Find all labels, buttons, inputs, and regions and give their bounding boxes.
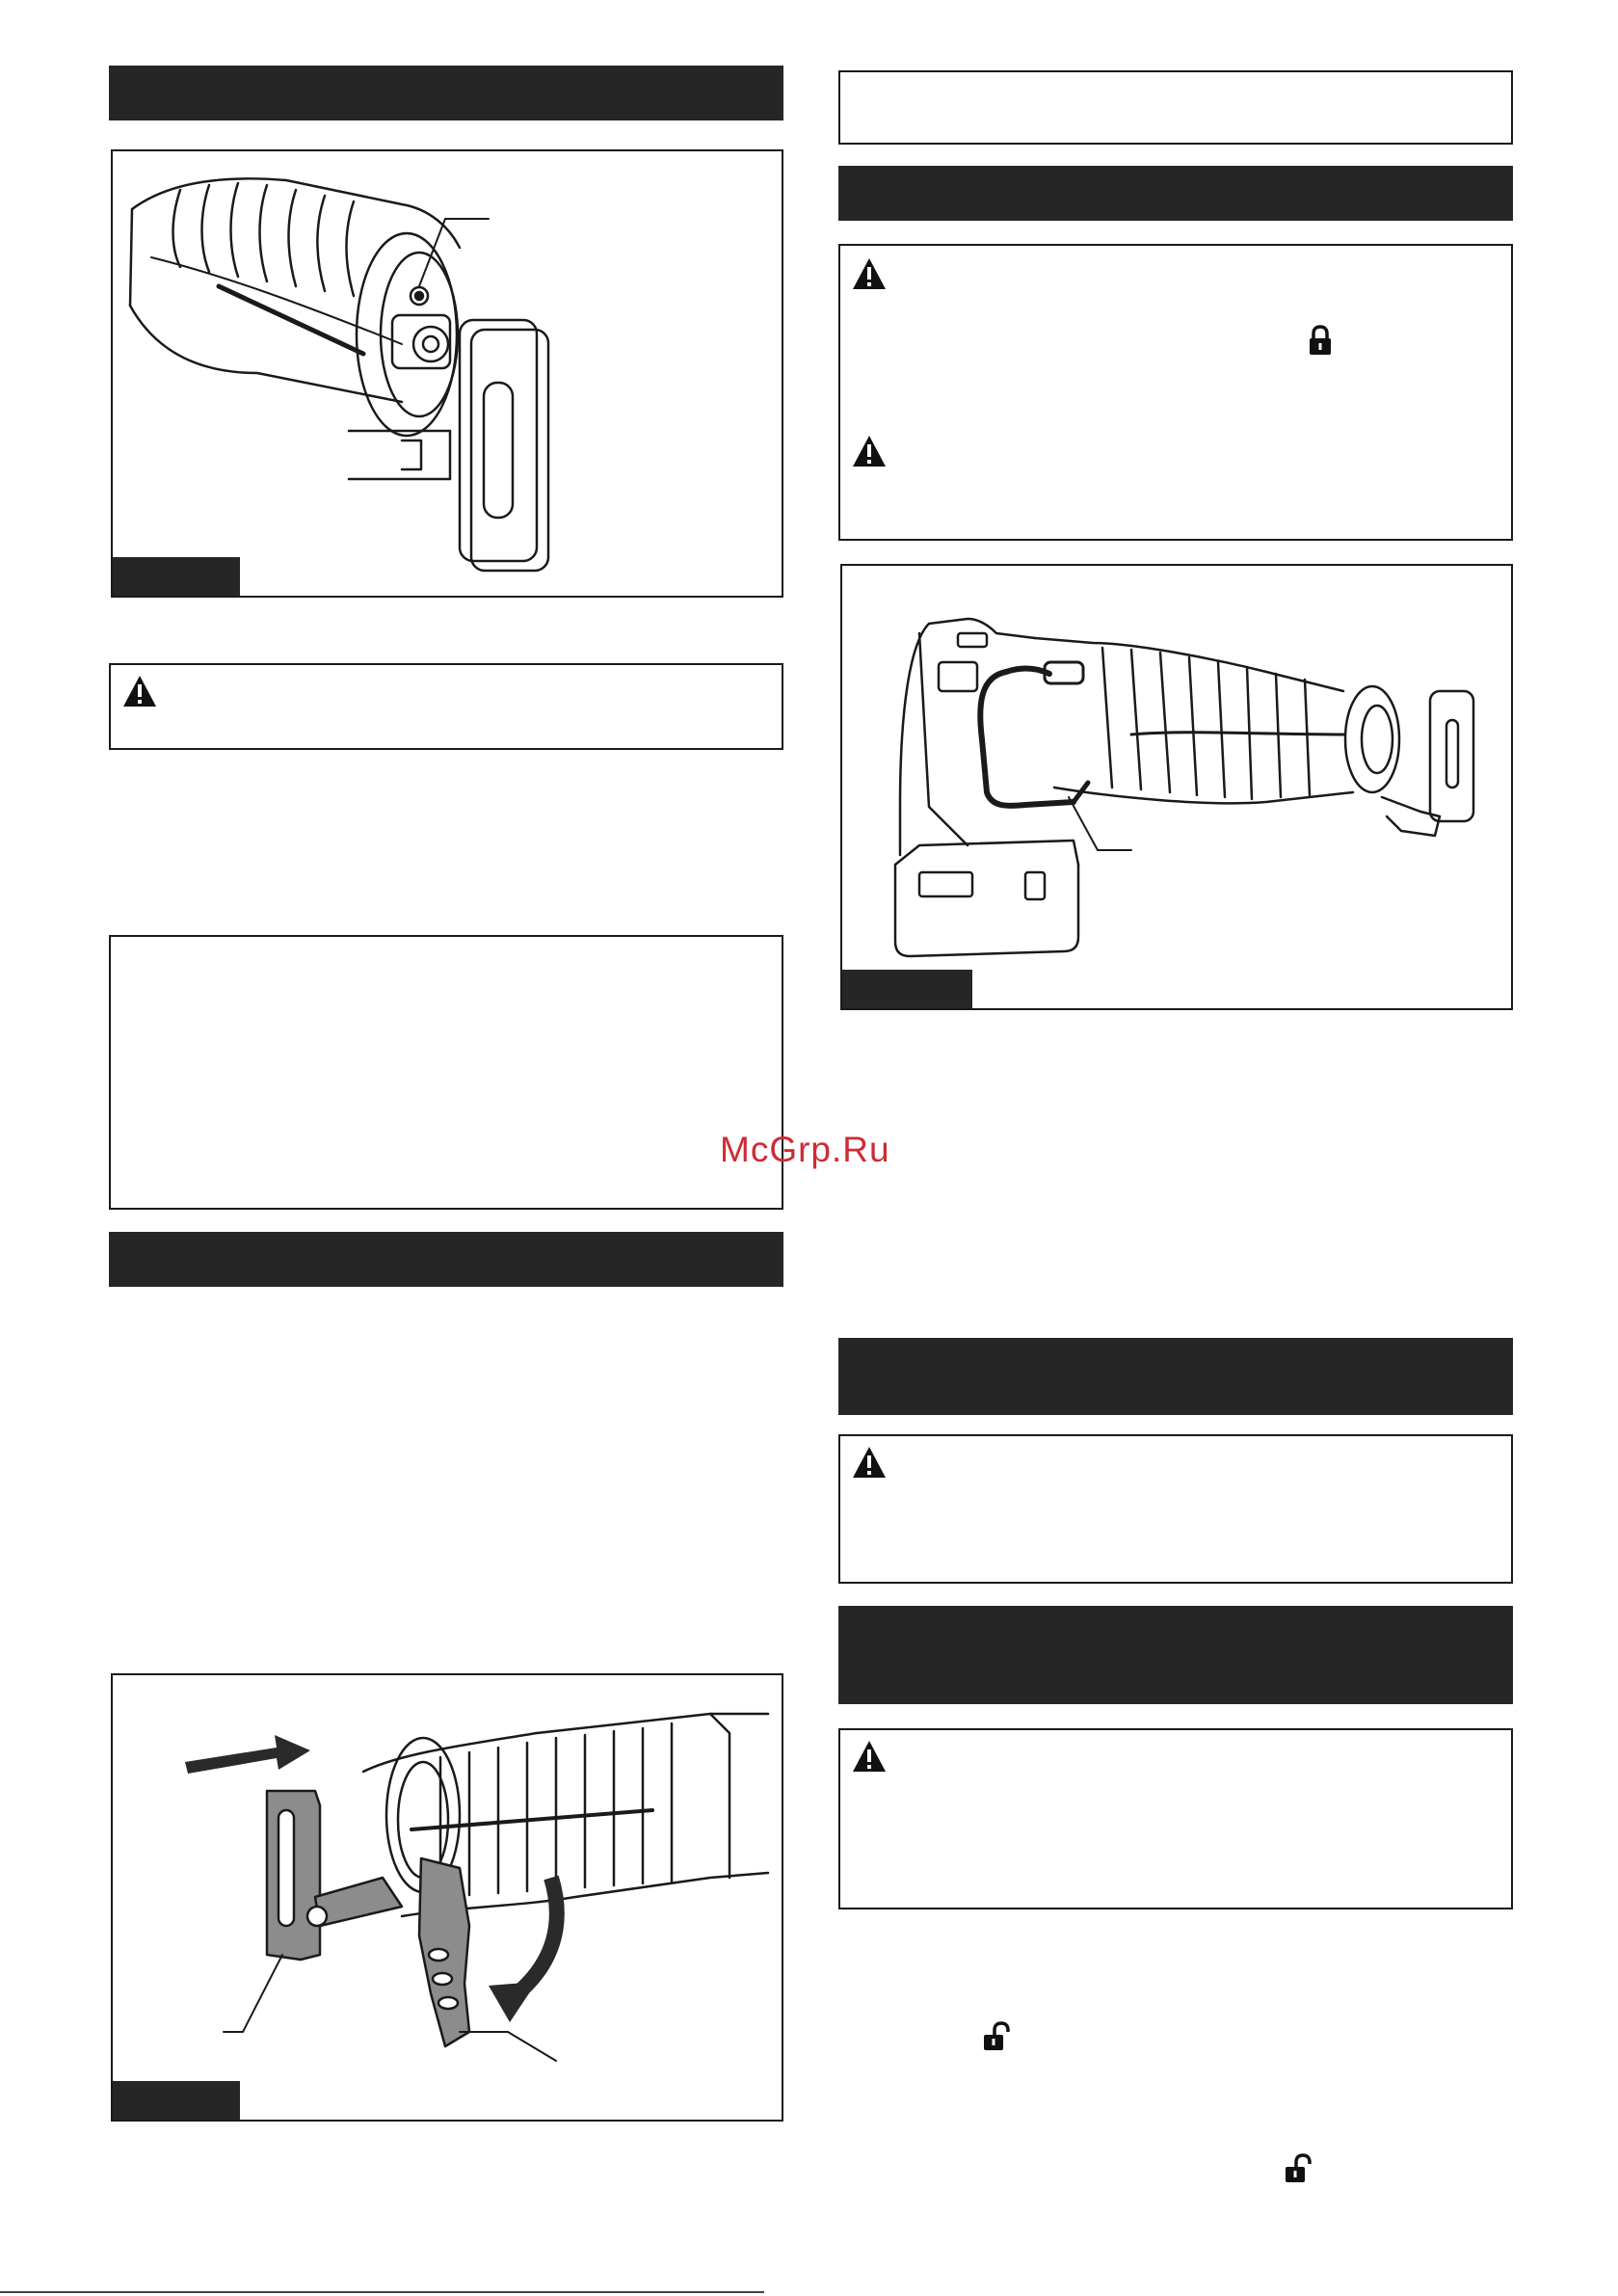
warning-box — [838, 1728, 1513, 1909]
warning-triangle-icon — [852, 1740, 887, 1773]
figure-shoe-fold — [111, 1673, 783, 2122]
section-header-bar — [838, 1338, 1513, 1415]
figure-label-tab — [113, 557, 240, 596]
note-box — [109, 935, 783, 1210]
top-note-box — [838, 70, 1513, 145]
figure-label-tab — [113, 2081, 240, 2120]
footer-rule — [0, 2291, 764, 2293]
saw-hook-illustration — [842, 566, 1511, 1008]
section-header-bar — [838, 166, 1513, 221]
saw-shoe-illustration — [113, 1675, 782, 2120]
watermark-text: McGrp.Ru — [720, 1130, 890, 1169]
saw-illustration — [113, 151, 782, 596]
warning-triangle-icon — [852, 435, 887, 467]
section-header-bar — [109, 1232, 783, 1287]
section-header-bar — [838, 1606, 1513, 1704]
warning-triangle-icon — [852, 1446, 887, 1479]
figure-hook — [840, 564, 1513, 1010]
warning-box-lock — [838, 244, 1513, 541]
padlock-open-icon — [1285, 2153, 1312, 2184]
figure-label-tab — [842, 970, 972, 1008]
warning-triangle-icon — [852, 257, 887, 290]
padlock-open-icon — [983, 2021, 1010, 2052]
warning-box — [838, 1434, 1513, 1584]
warning-triangle-icon — [122, 675, 157, 707]
section-header-bar — [109, 66, 783, 120]
figure-shoe-adjustment — [111, 149, 783, 598]
warning-box — [109, 663, 783, 750]
padlock-closed-icon — [1308, 325, 1333, 356]
